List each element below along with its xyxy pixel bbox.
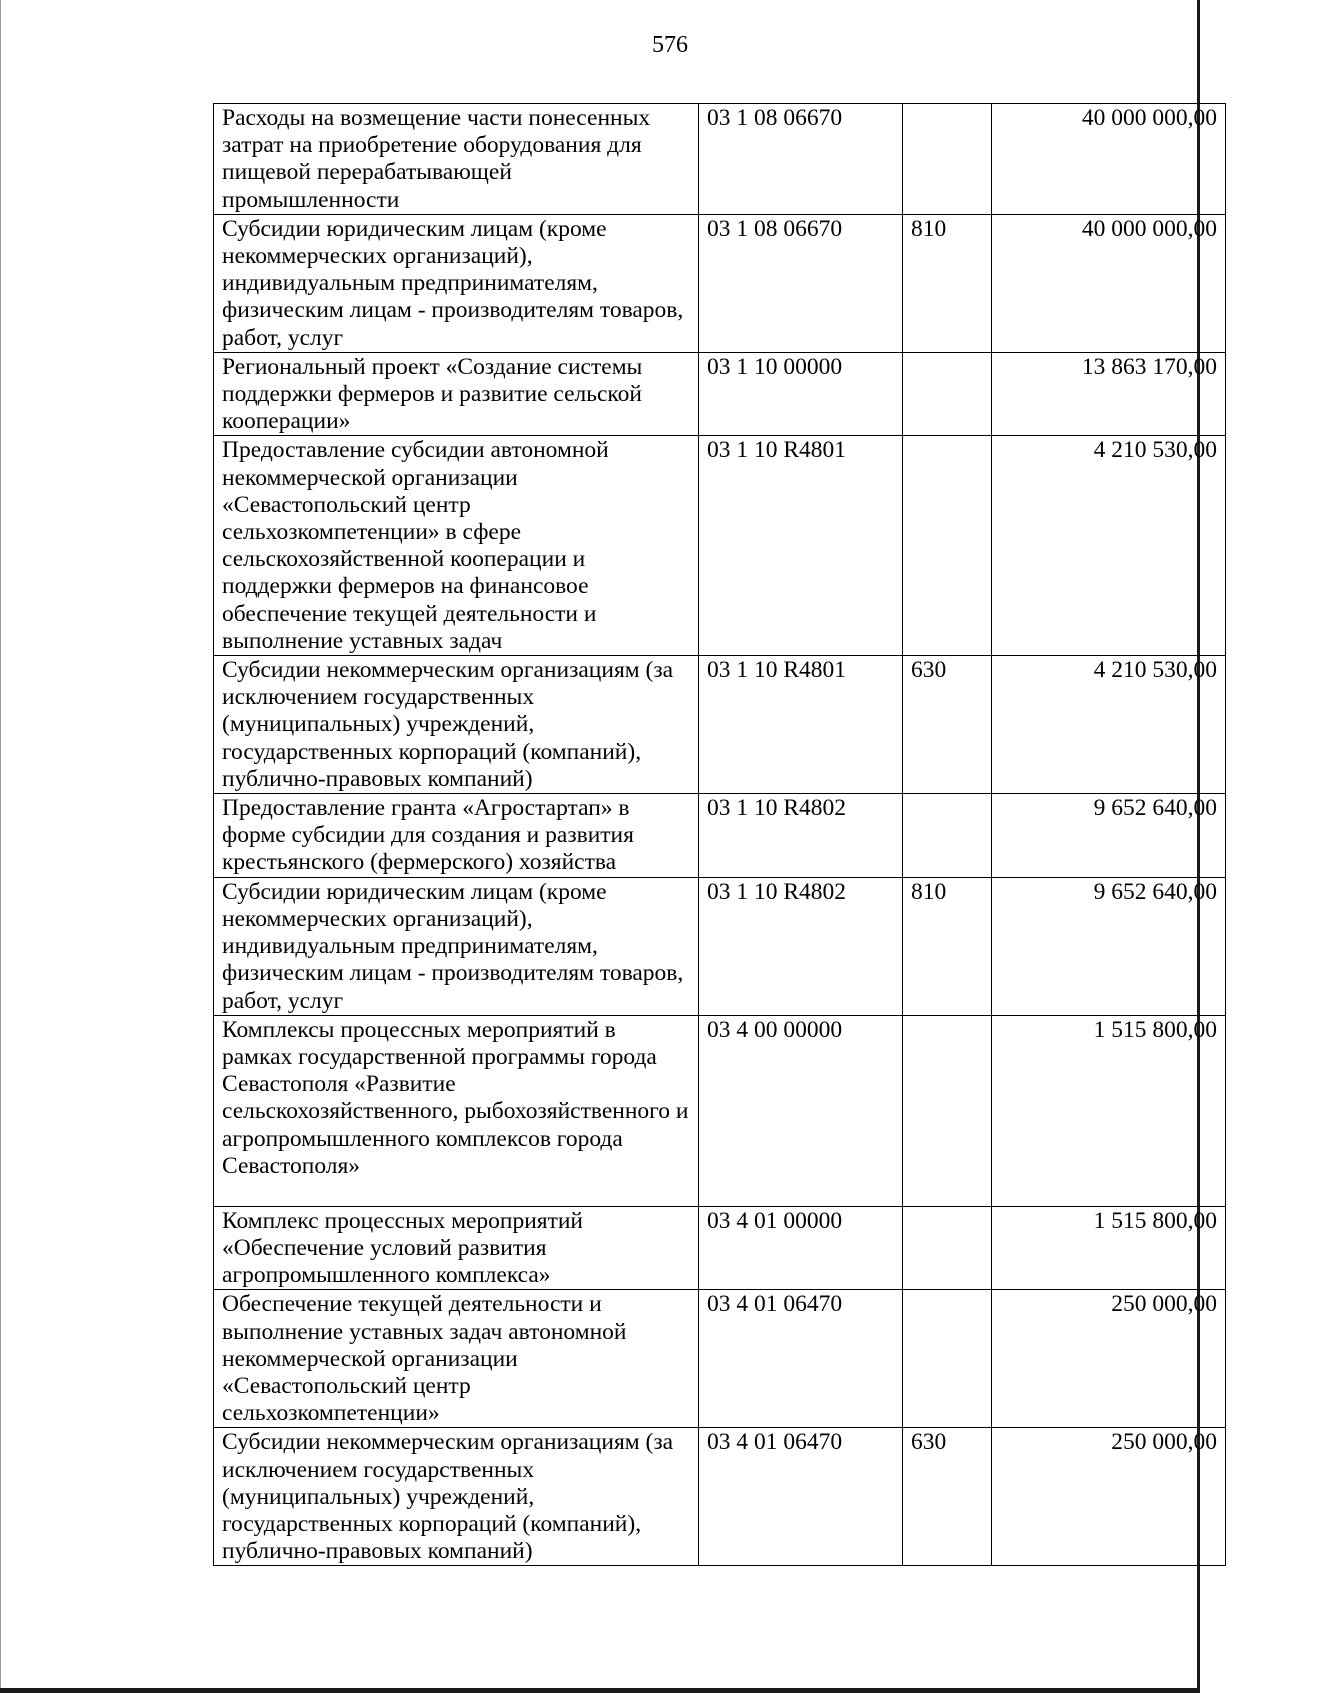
row-sum-cell: 13 863 170,00 [992,352,1226,436]
table-row [214,656,1226,794]
row-code-cell: 03 4 01 06470 [699,1428,903,1566]
row-sum-cell: 250 000,00 [992,1290,1226,1428]
scan-edge-left [0,0,1,1693]
row-vr-cell [903,1015,992,1206]
row-sum-cell: 40 000 000,00 [992,214,1226,352]
row-name-cell: Субсидии юридическим лицам (кроме некоммерческих организаций), индивидуальным предпринимателям, физическим лицам - производителям товаров, работ, услуг [214,877,699,1015]
row-sum-cell: 9 652 640,00 [992,794,1226,878]
row-code-cell: 03 1 10 R4801 [699,436,903,656]
row-sum-cell: 250 000,00 [992,1428,1226,1566]
table-row [214,794,1226,878]
row-vr-cell [903,104,992,215]
budget-table [213,103,1226,1566]
row-name-cell: Предоставление субсидии автономной некоммерческой организации «Севастопольский центр сельхозкомпетенции» в сфере сельскохозяйственной кооперации и поддержки фермеров на финансовое обеспечение текущей деятельности и выполнение уставных задач [214,436,699,656]
row-sum-cell: 4 210 530,00 [992,436,1226,656]
row-vr-cell [903,1290,992,1428]
row-name-cell: Комплексы процессных мероприятий в рамках государственной программы города Севастополя «Развитие сельскохозяйственного, рыбохозяйственного и агропромышленного комплексов города Севастополя» [214,1015,699,1206]
row-code-cell: 03 1 08 06670 [699,214,903,352]
row-vr-cell [903,352,992,436]
row-vr-cell: 630 [903,1428,992,1566]
row-vr-cell [903,1206,992,1290]
row-sum-cell: 1 515 800,00 [992,1015,1226,1206]
row-name-cell: Расходы на возмещение части понесенных затрат на приобретение оборудования для пищевой перерабатывающей промышленности [214,104,699,215]
table-row [214,214,1226,352]
row-vr-cell: 810 [903,877,992,1015]
table-row [214,1015,1226,1206]
table-row [214,436,1226,656]
row-name-cell: Комплекс процессных мероприятий «Обеспечение условий развития агропромышленного комплекса» [214,1206,699,1290]
row-code-cell: 03 4 01 06470 [699,1290,903,1428]
row-name-cell: Предоставление гранта «Агростартап» в форме субсидии для создания и развития крестьянского (фермерского) хозяйства [214,794,699,878]
table-row [214,877,1226,1015]
row-code-cell: 03 1 10 R4802 [699,794,903,878]
row-code-cell: 03 1 08 06670 [699,104,903,215]
page-number: 576 [652,32,688,58]
row-sum-cell: 40 000 000,00 [992,104,1226,215]
row-code-cell: 03 4 01 00000 [699,1206,903,1290]
row-code-cell: 03 1 10 00000 [699,352,903,436]
row-vr-cell [903,436,992,656]
row-code-cell: 03 1 10 R4801 [699,656,903,794]
row-name-cell: Обеспечение текущей деятельности и выполнение уставных задач автономной некоммерческой организации «Севастопольский центр сельхозкомпетенции» [214,1290,699,1428]
row-code-cell: 03 1 10 R4802 [699,877,903,1015]
row-sum-cell: 9 652 640,00 [992,877,1226,1015]
table-row [214,1206,1226,1290]
row-name-cell: Субсидии некоммерческим организациям (за исключением государственных (муниципальных) учреждений, государственных корпораций (компаний), публично-правовых компаний) [214,656,699,794]
table-row [214,104,1226,215]
row-vr-cell: 810 [903,214,992,352]
row-code-cell: 03 4 00 00000 [699,1015,903,1206]
row-name-cell: Субсидии юридическим лицам (кроме некоммерческих организаций), индивидуальным предпринимателям, физическим лицам - производителям товаров, работ, услуг [214,214,699,352]
table-row [214,1428,1226,1566]
row-name-cell: Региональный проект «Создание системы поддержки фермеров и развитие сельской кооперации» [214,352,699,436]
row-name-cell: Субсидии некоммерческим организациям (за исключением государственных (муниципальных) учреждений, государственных корпораций (компаний), публично-правовых компаний) [214,1428,699,1566]
row-vr-cell [903,794,992,878]
table-row [214,352,1226,436]
row-sum-cell: 1 515 800,00 [992,1206,1226,1290]
table-row [214,1290,1226,1428]
scan-edge-bottom [0,1688,1200,1693]
row-vr-cell: 630 [903,656,992,794]
row-sum-cell: 4 210 530,00 [992,656,1226,794]
